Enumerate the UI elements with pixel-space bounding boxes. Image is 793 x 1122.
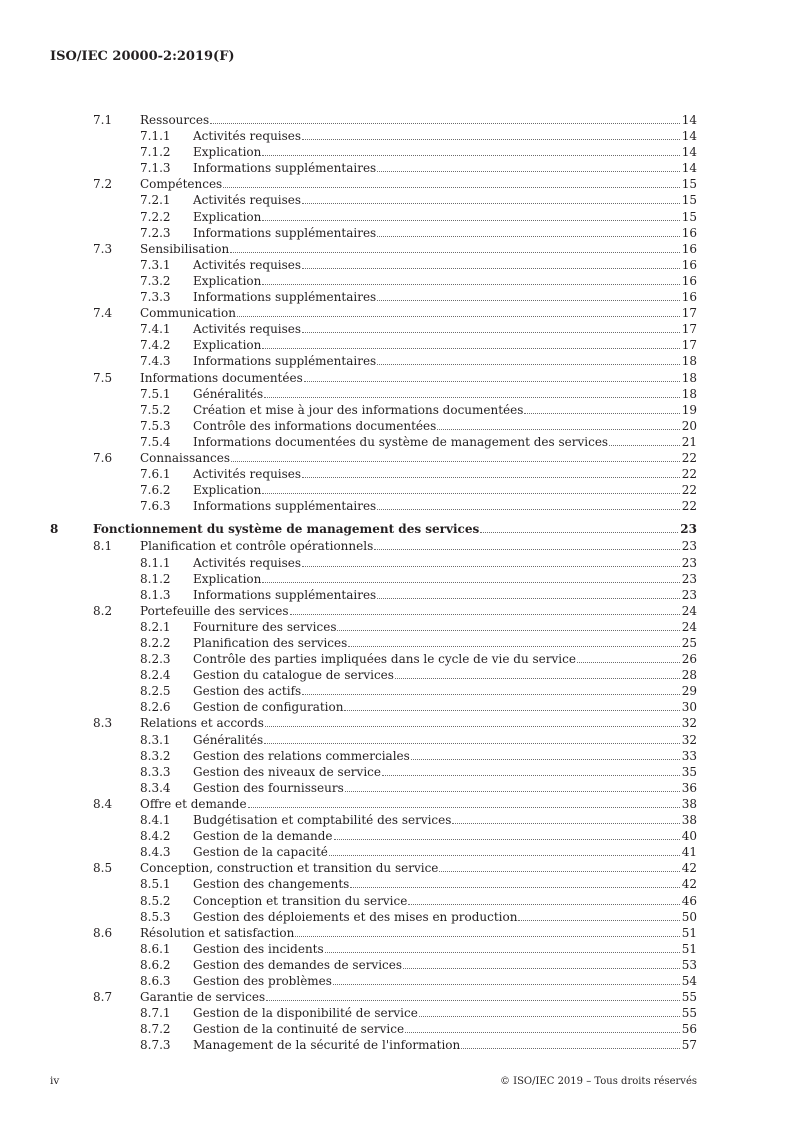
footer-copyright: © ISO/IEC 2019 – Tous droits réservés bbox=[499, 1076, 697, 1087]
section-number: 8.2.1 bbox=[140, 619, 171, 634]
toc-entry-7-1-3[interactable] bbox=[0, 160, 697, 176]
page-number: 23 bbox=[680, 522, 697, 537]
page-number: 16 bbox=[681, 273, 697, 288]
page-number: 38 bbox=[681, 813, 697, 828]
dot-leader bbox=[302, 203, 680, 204]
page-number: 56 bbox=[681, 1022, 697, 1037]
section-number: 8.1.1 bbox=[140, 555, 171, 570]
section-title: Planification et contrôle opérationnels bbox=[140, 539, 374, 554]
toc-entry-7-4-1[interactable] bbox=[0, 321, 697, 337]
dot-leader bbox=[262, 155, 679, 156]
section-title: Contrôle des parties impliquées dans le cycle de vie du service bbox=[193, 652, 576, 667]
toc-entry-7-4-3[interactable] bbox=[0, 353, 697, 369]
toc-entry-7-4-2[interactable] bbox=[0, 337, 697, 353]
section-number: 8.7 bbox=[93, 990, 113, 1005]
page-number: 35 bbox=[681, 764, 697, 779]
section-number: 8.1 bbox=[93, 539, 113, 554]
page-number: 16 bbox=[681, 257, 697, 272]
page-number: 24 bbox=[681, 619, 697, 634]
page-number: 17 bbox=[681, 306, 697, 321]
section-title: Activités requises bbox=[193, 129, 302, 144]
toc-entry-8-6-3[interactable] bbox=[0, 973, 697, 989]
section-title: Gestion des actifs bbox=[193, 684, 302, 699]
section-number: 7.1.2 bbox=[140, 145, 171, 160]
section-title: Création et mise à jour des informations documentées bbox=[193, 402, 524, 417]
section-number: 7.2 bbox=[93, 177, 113, 192]
page-number: 14 bbox=[681, 161, 697, 176]
dot-leader bbox=[262, 220, 679, 221]
section-number: 8.3 bbox=[93, 716, 113, 731]
section-title: Gestion des incidents bbox=[193, 941, 324, 956]
dot-leader bbox=[302, 332, 680, 333]
toc-entry-8-2-3[interactable] bbox=[0, 651, 697, 667]
section-number: 7.3 bbox=[93, 241, 113, 256]
dot-leader bbox=[382, 775, 680, 776]
dot-leader bbox=[345, 791, 680, 792]
dot-leader bbox=[265, 726, 680, 727]
section-title: Résolution et satisfaction bbox=[140, 925, 295, 940]
page-number: 32 bbox=[681, 732, 697, 747]
dot-leader bbox=[302, 694, 680, 695]
dot-leader bbox=[348, 646, 679, 647]
dot-leader bbox=[290, 614, 680, 615]
dot-leader bbox=[350, 887, 679, 888]
toc-entry-8-1-2[interactable] bbox=[0, 571, 697, 587]
page-number: 23 bbox=[681, 587, 697, 602]
section-number: 7.5 bbox=[93, 370, 113, 385]
section-title: Communication bbox=[140, 306, 236, 321]
page-number: 24 bbox=[681, 603, 697, 618]
toc-entry-7-5[interactable] bbox=[0, 370, 697, 386]
section-number: 8.5.2 bbox=[140, 893, 171, 908]
dot-leader bbox=[262, 582, 679, 583]
toc-entry-8-2-5[interactable] bbox=[0, 683, 697, 699]
section-number: 7.4.3 bbox=[140, 354, 171, 369]
dot-leader bbox=[518, 920, 679, 921]
section-title: Gestion des déploiements et des mises en production bbox=[193, 909, 518, 924]
section-number: 8.4.2 bbox=[140, 829, 171, 844]
section-number: 8.3.3 bbox=[140, 764, 171, 779]
section-title: Informations supplémentaires bbox=[193, 499, 377, 514]
section-number: 8.7.3 bbox=[140, 1038, 171, 1053]
page-number: 16 bbox=[681, 241, 697, 256]
toc-entry-8-3[interactable] bbox=[0, 715, 697, 731]
section-title: Activités requises bbox=[193, 322, 302, 337]
dot-leader bbox=[302, 139, 680, 140]
section-title: Gestion de la demande bbox=[193, 829, 333, 844]
toc-entry-7-3[interactable] bbox=[0, 241, 697, 257]
toc-entry-7-5-3[interactable] bbox=[0, 418, 697, 434]
toc-entry-7-2[interactable] bbox=[0, 176, 697, 192]
page-number: 38 bbox=[681, 796, 697, 811]
page-number: 19 bbox=[681, 402, 697, 417]
toc-entry-7-3-2[interactable] bbox=[0, 273, 697, 289]
section-number: 7.3.3 bbox=[140, 290, 171, 305]
dot-leader bbox=[524, 413, 679, 414]
dot-leader bbox=[377, 236, 680, 237]
table-of-contents bbox=[0, 112, 793, 1053]
page-number: 53 bbox=[681, 957, 697, 972]
toc-entry-7-5-2[interactable] bbox=[0, 402, 697, 418]
section-title: Informations supplémentaires bbox=[193, 290, 377, 305]
page-number: 22 bbox=[681, 483, 697, 498]
toc-entry-7-1[interactable] bbox=[0, 112, 697, 128]
dot-leader bbox=[231, 461, 680, 462]
section-title: Gestion de la capacité bbox=[193, 845, 328, 860]
section-number: 7.3.1 bbox=[140, 257, 171, 272]
page-number: 54 bbox=[681, 973, 697, 988]
section-title: Ressources bbox=[140, 113, 210, 127]
dot-leader bbox=[264, 397, 680, 398]
section-number: 8.7.2 bbox=[140, 1022, 171, 1037]
page-number: 15 bbox=[681, 177, 697, 192]
dot-leader bbox=[437, 429, 679, 430]
page-number: 16 bbox=[681, 290, 697, 305]
section-number: 8.5.3 bbox=[140, 909, 171, 924]
section-number: 7.2.2 bbox=[140, 209, 171, 224]
page-number: 16 bbox=[681, 225, 697, 240]
toc-entry-7-1-2[interactable] bbox=[0, 144, 697, 160]
section-title: Garantie de services bbox=[140, 990, 266, 1005]
dot-leader bbox=[295, 936, 679, 937]
section-title: Contrôle des informations documentées bbox=[193, 418, 437, 433]
page-number: 23 bbox=[681, 555, 697, 570]
toc-entry-8-1[interactable] bbox=[0, 538, 697, 554]
section-number: 7.4.1 bbox=[140, 322, 171, 337]
section-title: Gestion des changements bbox=[193, 877, 350, 892]
section-title: Explication bbox=[193, 273, 262, 288]
toc-entry-8-1-3[interactable] bbox=[0, 587, 697, 603]
footer-page-number: iv bbox=[50, 1075, 60, 1087]
dot-leader bbox=[302, 477, 680, 478]
page-number: 21 bbox=[681, 434, 697, 449]
page-number: 22 bbox=[681, 450, 697, 465]
section-number: 8.3.1 bbox=[140, 732, 171, 747]
section-title: Informations documentées bbox=[140, 370, 303, 385]
toc-entry-8-4[interactable] bbox=[0, 796, 697, 812]
section-number: 8.4.1 bbox=[140, 813, 171, 828]
dot-leader bbox=[609, 445, 680, 446]
section-number: 8.3.4 bbox=[140, 780, 171, 795]
dot-leader bbox=[377, 509, 680, 510]
section-title: Informations supplémentaires bbox=[193, 587, 377, 602]
dot-leader bbox=[419, 1016, 680, 1017]
dot-leader bbox=[374, 549, 679, 550]
toc-entry-8-5[interactable] bbox=[0, 860, 697, 876]
section-title: Informations supplémentaires bbox=[193, 354, 377, 369]
section-number: 7.4 bbox=[93, 306, 113, 321]
section-title: Gestion de la disponibilité de service bbox=[193, 1006, 418, 1021]
section-number: 7.1 bbox=[93, 113, 113, 127]
section-number: 8.1.3 bbox=[140, 587, 171, 602]
section-title: Informations documentées du système de management des services bbox=[193, 434, 609, 449]
section-number: 7.5.3 bbox=[140, 418, 171, 433]
section-title: Gestion de la continuité de service bbox=[193, 1022, 405, 1037]
dot-leader bbox=[262, 284, 679, 285]
section-title: Explication bbox=[193, 571, 262, 586]
dot-leader bbox=[210, 123, 680, 124]
dot-leader bbox=[395, 678, 680, 679]
section-title: Explication bbox=[193, 338, 262, 353]
page-number: 17 bbox=[681, 338, 697, 353]
dot-leader bbox=[377, 598, 680, 599]
page-number: 33 bbox=[681, 748, 697, 763]
section-number: 7.3.2 bbox=[140, 273, 171, 288]
dot-leader bbox=[248, 807, 680, 808]
page-number: 30 bbox=[681, 700, 697, 715]
dot-leader bbox=[230, 252, 680, 253]
dot-leader bbox=[480, 532, 678, 533]
page-number: 14 bbox=[681, 129, 697, 144]
section-number: 8.3.2 bbox=[140, 748, 171, 763]
dot-leader bbox=[262, 493, 679, 494]
section-number: 7.2.3 bbox=[140, 225, 171, 240]
toc-entry-8-3-4[interactable] bbox=[0, 780, 697, 796]
section-number: 7.4.2 bbox=[140, 338, 171, 353]
page-number: 51 bbox=[681, 941, 697, 956]
section-title: Portefeuille des services bbox=[140, 603, 289, 618]
section-number: 8.5.1 bbox=[140, 877, 171, 892]
section-number: 8.5 bbox=[93, 861, 113, 876]
page-number: 28 bbox=[681, 668, 697, 683]
page-number: 40 bbox=[681, 829, 697, 844]
toc-entry-8-2-1[interactable] bbox=[0, 619, 697, 635]
section-number: 8.6 bbox=[93, 925, 113, 940]
document-header: ISO/IEC 20000-2:2019(F) bbox=[50, 49, 235, 64]
dot-leader bbox=[304, 381, 680, 382]
page-number: 17 bbox=[681, 322, 697, 337]
dot-leader bbox=[223, 187, 680, 188]
toc-entry-8-5-1[interactable] bbox=[0, 876, 697, 892]
dot-leader bbox=[461, 1048, 679, 1049]
page-number: 20 bbox=[681, 418, 697, 433]
section-number: 7.6 bbox=[93, 450, 113, 465]
section-title: Compétences bbox=[140, 177, 223, 192]
toc-entry-8-3-2[interactable] bbox=[0, 748, 697, 764]
page-number: 42 bbox=[681, 877, 697, 892]
page-number: 15 bbox=[681, 193, 697, 208]
toc-entry-8-5-3[interactable] bbox=[0, 909, 697, 925]
section-title: Management de la sécurité de l'information bbox=[193, 1038, 461, 1053]
toc-entry-7-1-1[interactable] bbox=[0, 128, 697, 144]
section-title: Gestion des niveaux de service bbox=[193, 764, 381, 779]
section-title: Généralités bbox=[193, 732, 264, 747]
toc-entry-7-5-4[interactable] bbox=[0, 434, 697, 450]
section-number: 7.5.4 bbox=[140, 434, 171, 449]
dot-leader bbox=[405, 1032, 680, 1033]
page-number: 22 bbox=[681, 499, 697, 514]
dot-leader bbox=[302, 268, 680, 269]
section-title: Planification des services bbox=[193, 636, 348, 650]
dot-leader bbox=[439, 871, 679, 872]
section-number: 8.2.4 bbox=[140, 668, 171, 683]
chapter-title: Fonctionnement du système de management des services bbox=[93, 522, 480, 537]
page-number: 23 bbox=[681, 571, 697, 586]
toc-entry-8-6-2[interactable] bbox=[0, 957, 697, 973]
section-title: Sensibilisation bbox=[140, 241, 230, 256]
page-number: 14 bbox=[681, 113, 697, 127]
dot-leader bbox=[333, 984, 680, 985]
dot-leader bbox=[334, 839, 680, 840]
section-title: Gestion des fournisseurs bbox=[193, 780, 344, 795]
toc-entry-7-2-2[interactable] bbox=[0, 209, 697, 225]
toc-entry-7-3-3[interactable] bbox=[0, 289, 697, 305]
toc-entry-8-2-4[interactable] bbox=[0, 667, 697, 683]
toc-entry-8-7[interactable] bbox=[0, 989, 697, 1005]
toc-entry-8-6-1[interactable] bbox=[0, 941, 697, 957]
section-number: 8.2.6 bbox=[140, 700, 171, 715]
page-number: 36 bbox=[681, 780, 697, 795]
dot-leader bbox=[344, 710, 679, 711]
section-number: 7.1.1 bbox=[140, 129, 171, 144]
section-number: 8.1.2 bbox=[140, 571, 171, 586]
section-number: 8.4 bbox=[93, 796, 113, 811]
section-title: Explication bbox=[193, 209, 262, 224]
toc-entry-8-4-3[interactable] bbox=[0, 844, 697, 860]
chapter-number: 8 bbox=[50, 522, 59, 537]
toc-entry-7-4[interactable] bbox=[0, 305, 697, 321]
page-number: 29 bbox=[681, 684, 697, 699]
page-number: 55 bbox=[681, 990, 697, 1005]
toc-entry-8-4-1[interactable] bbox=[0, 812, 697, 828]
page-number: 25 bbox=[681, 636, 697, 650]
toc-entry-7-6-3[interactable] bbox=[0, 498, 697, 514]
toc-entry-7-2-3[interactable] bbox=[0, 225, 697, 241]
dot-leader bbox=[377, 171, 680, 172]
section-title: Gestion du catalogue de services bbox=[193, 668, 394, 683]
dot-leader bbox=[377, 364, 680, 365]
section-number: 8.2.2 bbox=[140, 636, 171, 650]
section-number: 7.2.1 bbox=[140, 193, 171, 208]
section-number: 7.5.1 bbox=[140, 386, 171, 401]
page-number: 51 bbox=[681, 925, 697, 940]
section-title: Fourniture des services bbox=[193, 619, 337, 634]
section-title: Gestion de configuration bbox=[193, 700, 344, 715]
section-title: Conception et transition du service bbox=[193, 893, 408, 908]
section-title: Activités requises bbox=[193, 257, 302, 272]
section-title: Gestion des problèmes bbox=[193, 973, 332, 988]
section-title: Relations et accords bbox=[140, 716, 264, 731]
section-number: 8.2.3 bbox=[140, 652, 171, 667]
page-number: 23 bbox=[681, 539, 697, 554]
toc-entry-7-2-1[interactable] bbox=[0, 192, 697, 208]
section-title: Activités requises bbox=[193, 193, 302, 208]
toc-entry-8-2[interactable] bbox=[0, 603, 697, 619]
toc-entry-8-1-1[interactable] bbox=[0, 555, 697, 571]
page-number: 15 bbox=[681, 209, 697, 224]
page-number: 18 bbox=[681, 370, 697, 385]
page-number: 42 bbox=[681, 861, 697, 876]
page-number: 41 bbox=[681, 845, 697, 860]
toc-entry-7-6-2[interactable] bbox=[0, 482, 697, 498]
toc-entry-8-3-1[interactable] bbox=[0, 732, 697, 748]
dot-leader bbox=[264, 743, 680, 744]
toc-entry-8-2-2[interactable] bbox=[0, 635, 697, 651]
section-title: Budgétisation et comptabilité des services bbox=[193, 813, 452, 828]
dot-leader bbox=[452, 823, 679, 824]
section-title: Gestion des demandes de services bbox=[193, 957, 403, 972]
section-number: 7.1.3 bbox=[140, 161, 171, 176]
section-number: 7.6.2 bbox=[140, 483, 171, 498]
section-number: 8.2 bbox=[93, 603, 113, 618]
dot-leader bbox=[411, 759, 680, 760]
dot-leader bbox=[266, 1000, 680, 1001]
section-title: Connaissances bbox=[140, 450, 231, 465]
toc-entry-8-4-2[interactable] bbox=[0, 828, 697, 844]
section-title: Gestion des relations commerciales bbox=[193, 748, 410, 763]
page-footer bbox=[50, 1073, 697, 1089]
dot-leader bbox=[377, 300, 680, 301]
section-title: Activités requises bbox=[193, 555, 302, 570]
dot-leader bbox=[329, 855, 680, 856]
toc-entry-8[interactable] bbox=[0, 521, 697, 537]
toc-entry-7-6[interactable] bbox=[0, 450, 697, 466]
toc-entry-8-6[interactable] bbox=[0, 925, 697, 941]
page-number: 18 bbox=[681, 386, 697, 401]
page-number: 22 bbox=[681, 467, 697, 482]
section-number: 8.6.3 bbox=[140, 973, 171, 988]
dot-leader bbox=[262, 348, 679, 349]
section-number: 7.5.2 bbox=[140, 402, 171, 417]
section-number: 8.7.1 bbox=[140, 1006, 171, 1021]
section-title: Conception, construction et transition du service bbox=[140, 861, 439, 876]
toc-entry-7-3-1[interactable] bbox=[0, 257, 697, 273]
dot-leader bbox=[302, 566, 680, 567]
dot-leader bbox=[403, 968, 680, 969]
toc-entry-8-5-2[interactable] bbox=[0, 893, 697, 909]
toc-entry-8-7-3[interactable] bbox=[0, 1037, 697, 1053]
page-number: 55 bbox=[681, 1006, 697, 1021]
section-title: Explication bbox=[193, 483, 262, 498]
section-number: 8.2.5 bbox=[140, 684, 171, 699]
page-number: 57 bbox=[681, 1038, 697, 1053]
toc-entry-8-7-1[interactable] bbox=[0, 1005, 697, 1021]
page-number: 50 bbox=[681, 909, 697, 924]
section-number: 7.6.3 bbox=[140, 499, 171, 514]
toc-entry-7-6-1[interactable] bbox=[0, 466, 697, 482]
section-title: Explication bbox=[193, 145, 262, 160]
section-title: Offre et demande bbox=[140, 796, 247, 811]
page-number: 18 bbox=[681, 354, 697, 369]
page-number: 46 bbox=[681, 893, 697, 908]
section-title: Informations supplémentaires bbox=[193, 161, 377, 176]
section-title: Activités requises bbox=[193, 467, 302, 482]
section-number: 8.4.3 bbox=[140, 845, 171, 860]
section-title: Généralités bbox=[193, 386, 264, 401]
toc-entry-8-7-2[interactable] bbox=[0, 1021, 697, 1037]
toc-entry-8-3-3[interactable] bbox=[0, 764, 697, 780]
toc-entry-7-5-1[interactable] bbox=[0, 386, 697, 402]
page-number: 14 bbox=[681, 145, 697, 160]
dot-leader bbox=[408, 904, 679, 905]
dot-leader bbox=[337, 630, 679, 631]
section-number: 7.6.1 bbox=[140, 467, 171, 482]
section-number: 8.6.2 bbox=[140, 957, 171, 972]
section-number: 8.6.1 bbox=[140, 941, 171, 956]
section-title: Informations supplémentaires bbox=[193, 225, 377, 240]
dot-leader bbox=[237, 316, 680, 317]
page-number: 32 bbox=[681, 716, 697, 731]
dot-leader bbox=[577, 662, 680, 663]
page-number: 26 bbox=[681, 652, 697, 667]
dot-leader bbox=[325, 952, 680, 953]
toc-entry-8-2-6[interactable] bbox=[0, 699, 697, 715]
